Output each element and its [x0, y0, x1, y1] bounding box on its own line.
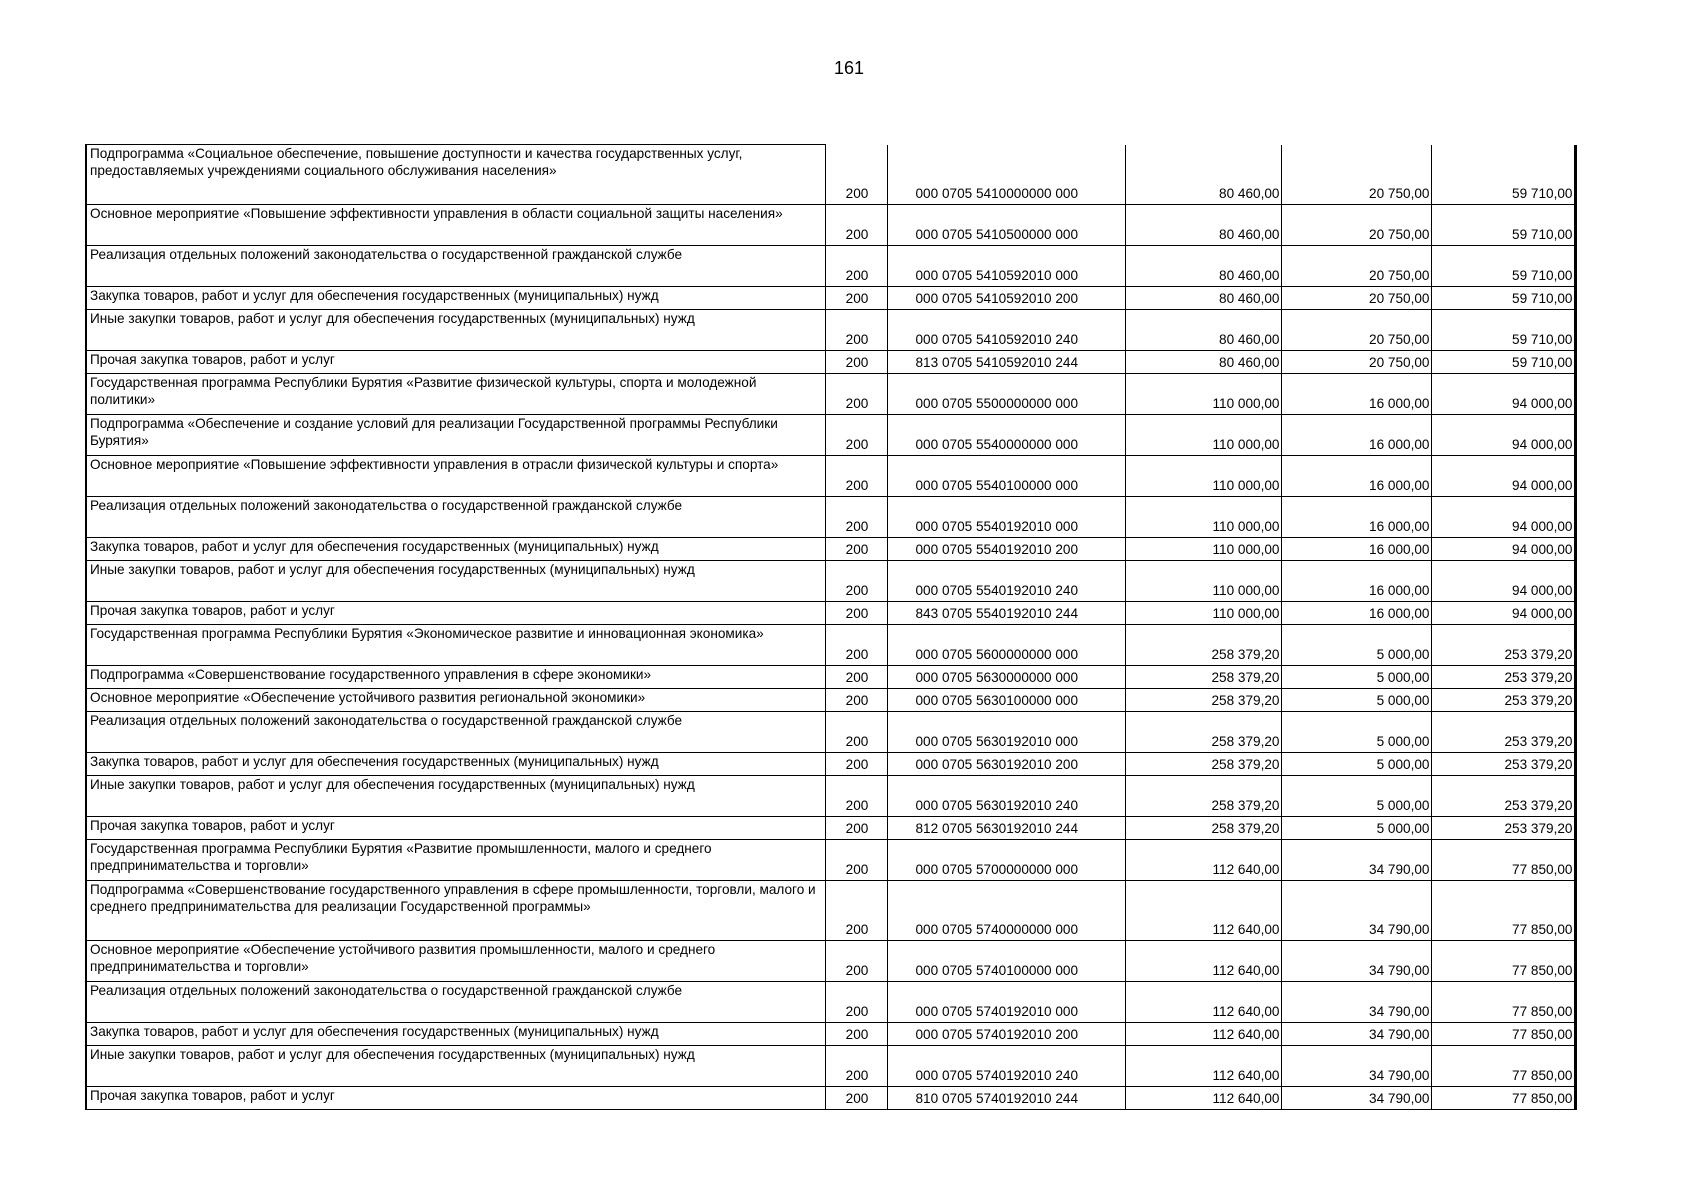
row-amount-1-cell: 80 460,00: [1125, 246, 1281, 287]
row-amount-1-cell: 112 640,00: [1125, 1046, 1281, 1087]
row-code-cell: 200: [825, 666, 887, 689]
row-amount-2-cell: 34 790,00: [1281, 840, 1431, 881]
row-amount-3-cell: 77 850,00: [1431, 840, 1575, 881]
row-code-cell: 200: [825, 776, 887, 817]
row-name-cell: Закупка товаров, работ и услуг для обеспечения государственных (муниципальных) нужд: [86, 287, 825, 310]
table-row: [86, 776, 1575, 817]
row-amount-2-cell: 20 750,00: [1281, 205, 1431, 246]
row-code-cell: 200: [825, 689, 887, 712]
row-code-cell: 200: [825, 1023, 887, 1046]
table-row: [86, 205, 1575, 246]
row-name-cell: Закупка товаров, работ и услуг для обеспечения государственных (муниципальных) нужд: [86, 753, 825, 776]
row-amount-1-cell: 258 379,20: [1125, 712, 1281, 753]
table-row: [86, 145, 1575, 205]
row-kbk-cell: 000 0705 5410592010 200: [887, 287, 1125, 310]
row-name-cell: Государственная программа Республики Бурятия «Развитие физической культуры, спорта и молодежной политики»: [86, 374, 825, 415]
row-amount-1-cell: 80 460,00: [1125, 205, 1281, 246]
row-name-cell: Государственная программа Республики Бурятия «Экономическое развитие и инновационная экономика»: [86, 625, 825, 666]
row-amount-1-cell: 110 000,00: [1125, 415, 1281, 456]
row-kbk-cell: 000 0705 5500000000 000: [887, 374, 1125, 415]
row-kbk-cell: 810 0705 5740192010 244: [887, 1087, 1125, 1110]
row-amount-3-cell: 59 710,00: [1431, 351, 1575, 374]
table-row: [86, 1023, 1575, 1046]
row-kbk-cell: 000 0705 5540192010 240: [887, 561, 1125, 602]
row-amount-2-cell: 34 790,00: [1281, 1087, 1431, 1110]
row-name-cell: Прочая закупка товаров, работ и услуг: [86, 817, 825, 840]
row-amount-1-cell: 112 640,00: [1125, 1023, 1281, 1046]
row-amount-2-cell: 20 750,00: [1281, 351, 1431, 374]
table-row: [86, 415, 1575, 456]
row-amount-2-cell: 20 750,00: [1281, 145, 1431, 205]
row-amount-1-cell: 110 000,00: [1125, 561, 1281, 602]
row-name-cell: Подпрограмма «Совершенствование государственного управления в сфере промышленности, торговли, малого и среднего предпринимательства для реализации Государственной программы»: [86, 881, 825, 941]
row-amount-3-cell: 94 000,00: [1431, 561, 1575, 602]
row-amount-1-cell: 258 379,20: [1125, 817, 1281, 840]
row-code-cell: 200: [825, 310, 887, 351]
row-amount-1-cell: 112 640,00: [1125, 941, 1281, 982]
table-row: [86, 374, 1575, 415]
row-amount-2-cell: 16 000,00: [1281, 374, 1431, 415]
row-name-cell: Основное мероприятие «Повышение эффективности управления в области социальной защиты населения»: [86, 205, 825, 246]
table-row: [86, 881, 1575, 941]
row-amount-3-cell: 253 379,20: [1431, 817, 1575, 840]
row-code-cell: 200: [825, 625, 887, 666]
row-name-cell: Государственная программа Республики Бурятия «Развитие промышленности, малого и среднего предпринимательства и торговли»: [86, 840, 825, 881]
row-name-cell: Основное мероприятие «Обеспечение устойчивого развития региональной экономики»: [86, 689, 825, 712]
row-amount-3-cell: 253 379,20: [1431, 666, 1575, 689]
row-kbk-cell: 843 0705 5540192010 244: [887, 602, 1125, 625]
table-row: [86, 456, 1575, 497]
row-code-cell: 200: [825, 374, 887, 415]
row-code-cell: 200: [825, 205, 887, 246]
row-amount-1-cell: 80 460,00: [1125, 145, 1281, 205]
row-name-cell: Реализация отдельных положений законодательства о государственной гражданской службе: [86, 246, 825, 287]
row-code-cell: 200: [825, 287, 887, 310]
row-amount-3-cell: 253 379,20: [1431, 625, 1575, 666]
table-row: [86, 602, 1575, 625]
budget-table: [85, 144, 1577, 1110]
row-name-cell: Закупка товаров, работ и услуг для обеспечения государственных (муниципальных) нужд: [86, 538, 825, 561]
row-amount-2-cell: 20 750,00: [1281, 310, 1431, 351]
table-row: [86, 561, 1575, 602]
row-kbk-cell: 000 0705 5630192010 000: [887, 712, 1125, 753]
table-row: [86, 753, 1575, 776]
row-amount-2-cell: 16 000,00: [1281, 415, 1431, 456]
row-code-cell: 200: [825, 712, 887, 753]
row-amount-2-cell: 5 000,00: [1281, 666, 1431, 689]
row-amount-1-cell: 258 379,20: [1125, 666, 1281, 689]
row-kbk-cell: 000 0705 5740192010 200: [887, 1023, 1125, 1046]
row-code-cell: 200: [825, 602, 887, 625]
row-code-cell: 200: [825, 351, 887, 374]
row-name-cell: Основное мероприятие «Повышение эффективности управления в отрасли физической культуры и спорта»: [86, 456, 825, 497]
page-number: 161: [833, 58, 865, 78]
row-amount-3-cell: 77 850,00: [1431, 1023, 1575, 1046]
row-amount-1-cell: 112 640,00: [1125, 982, 1281, 1023]
row-amount-2-cell: 16 000,00: [1281, 602, 1431, 625]
row-amount-1-cell: 110 000,00: [1125, 538, 1281, 561]
row-name-cell: Иные закупки товаров, работ и услуг для обеспечения государственных (муниципальных) нужд: [86, 310, 825, 351]
row-amount-3-cell: 94 000,00: [1431, 374, 1575, 415]
row-amount-3-cell: 77 850,00: [1431, 941, 1575, 982]
row-amount-2-cell: 16 000,00: [1281, 538, 1431, 561]
row-amount-3-cell: 94 000,00: [1431, 602, 1575, 625]
row-name-cell: Прочая закупка товаров, работ и услуг: [86, 351, 825, 374]
table-row: [86, 840, 1575, 881]
budget-table-body: [86, 145, 1575, 1110]
row-code-cell: 200: [825, 497, 887, 538]
row-name-cell: Подпрограмма «Совершенствование государственного управления в сфере экономики»: [86, 666, 825, 689]
row-amount-3-cell: 77 850,00: [1431, 982, 1575, 1023]
row-amount-1-cell: 258 379,20: [1125, 776, 1281, 817]
table-row: [86, 538, 1575, 561]
row-amount-3-cell: 59 710,00: [1431, 287, 1575, 310]
row-amount-2-cell: 5 000,00: [1281, 625, 1431, 666]
row-amount-1-cell: 80 460,00: [1125, 351, 1281, 374]
row-amount-3-cell: 59 710,00: [1431, 145, 1575, 205]
row-code-cell: 200: [825, 561, 887, 602]
row-kbk-cell: 000 0705 5540192010 200: [887, 538, 1125, 561]
row-code-cell: 200: [825, 1046, 887, 1087]
row-amount-3-cell: 253 379,20: [1431, 689, 1575, 712]
row-name-cell: Реализация отдельных положений законодательства о государственной гражданской службе: [86, 497, 825, 538]
row-kbk-cell: 000 0705 5740000000 000: [887, 881, 1125, 941]
row-kbk-cell: 000 0705 5540192010 000: [887, 497, 1125, 538]
row-amount-2-cell: 16 000,00: [1281, 497, 1431, 538]
table-row: [86, 666, 1575, 689]
row-amount-2-cell: 34 790,00: [1281, 1046, 1431, 1087]
row-amount-1-cell: 80 460,00: [1125, 287, 1281, 310]
row-name-cell: Реализация отдельных положений законодательства о государственной гражданской службе: [86, 982, 825, 1023]
table-row: [86, 817, 1575, 840]
row-amount-1-cell: 112 640,00: [1125, 881, 1281, 941]
table-row: [86, 351, 1575, 374]
row-amount-3-cell: 94 000,00: [1431, 415, 1575, 456]
row-name-cell: Иные закупки товаров, работ и услуг для обеспечения государственных (муниципальных) нужд: [86, 1046, 825, 1087]
row-kbk-cell: 000 0705 5630000000 000: [887, 666, 1125, 689]
row-kbk-cell: 000 0705 5540100000 000: [887, 456, 1125, 497]
table-row: [86, 982, 1575, 1023]
row-amount-3-cell: 59 710,00: [1431, 246, 1575, 287]
table-row: [86, 1087, 1575, 1110]
table-row: [86, 941, 1575, 982]
row-name-cell: Подпрограмма «Социальное обеспечение, повышение доступности и качества государственных услуг, предоставляемых учреждениями социального обслуживания населения»: [86, 145, 825, 205]
row-amount-2-cell: 5 000,00: [1281, 753, 1431, 776]
row-code-cell: 200: [825, 246, 887, 287]
row-code-cell: 200: [825, 982, 887, 1023]
row-name-cell: Основное мероприятие «Обеспечение устойчивого развития промышленности, малого и среднего предпринимательства и торговли»: [86, 941, 825, 982]
row-amount-1-cell: 80 460,00: [1125, 310, 1281, 351]
row-kbk-cell: 000 0705 5740192010 240: [887, 1046, 1125, 1087]
row-kbk-cell: 000 0705 5700000000 000: [887, 840, 1125, 881]
row-amount-3-cell: 253 379,20: [1431, 776, 1575, 817]
row-name-cell: Подпрограмма «Обеспечение и создание условий для реализации Государственной программы Республики Бурятия»: [86, 415, 825, 456]
row-kbk-cell: 000 0705 5600000000 000: [887, 625, 1125, 666]
row-amount-2-cell: 16 000,00: [1281, 561, 1431, 602]
row-amount-1-cell: 110 000,00: [1125, 374, 1281, 415]
row-code-cell: 200: [825, 941, 887, 982]
row-amount-2-cell: 16 000,00: [1281, 456, 1431, 497]
row-amount-1-cell: 110 000,00: [1125, 602, 1281, 625]
row-kbk-cell: 000 0705 5410500000 000: [887, 205, 1125, 246]
row-amount-3-cell: 59 710,00: [1431, 310, 1575, 351]
row-amount-1-cell: 258 379,20: [1125, 689, 1281, 712]
row-amount-3-cell: 94 000,00: [1431, 497, 1575, 538]
table-row: [86, 712, 1575, 753]
row-amount-3-cell: 94 000,00: [1431, 456, 1575, 497]
row-code-cell: 200: [825, 538, 887, 561]
row-amount-1-cell: 112 640,00: [1125, 1087, 1281, 1110]
table-row: [86, 287, 1575, 310]
row-amount-1-cell: 112 640,00: [1125, 840, 1281, 881]
row-amount-2-cell: 34 790,00: [1281, 982, 1431, 1023]
row-amount-1-cell: 258 379,20: [1125, 625, 1281, 666]
table-row: [86, 246, 1575, 287]
row-name-cell: Иные закупки товаров, работ и услуг для обеспечения государственных (муниципальных) нужд: [86, 776, 825, 817]
row-kbk-cell: 000 0705 5740192010 000: [887, 982, 1125, 1023]
row-code-cell: 200: [825, 145, 887, 205]
row-kbk-cell: 813 0705 5410592010 244: [887, 351, 1125, 374]
row-code-cell: 200: [825, 753, 887, 776]
row-amount-3-cell: 77 850,00: [1431, 1046, 1575, 1087]
row-amount-2-cell: 5 000,00: [1281, 776, 1431, 817]
row-kbk-cell: 812 0705 5630192010 244: [887, 817, 1125, 840]
row-code-cell: 200: [825, 1087, 887, 1110]
row-code-cell: 200: [825, 840, 887, 881]
table-row: [86, 1046, 1575, 1087]
row-amount-2-cell: 34 790,00: [1281, 881, 1431, 941]
row-code-cell: 200: [825, 415, 887, 456]
row-name-cell: Иные закупки товаров, работ и услуг для обеспечения государственных (муниципальных) нужд: [86, 561, 825, 602]
row-amount-3-cell: 253 379,20: [1431, 712, 1575, 753]
row-kbk-cell: 000 0705 5540000000 000: [887, 415, 1125, 456]
table-row: [86, 625, 1575, 666]
row-code-cell: 200: [825, 817, 887, 840]
row-kbk-cell: 000 0705 5630192010 240: [887, 776, 1125, 817]
row-code-cell: 200: [825, 881, 887, 941]
row-name-cell: Прочая закупка товаров, работ и услуг: [86, 602, 825, 625]
row-kbk-cell: 000 0705 5630100000 000: [887, 689, 1125, 712]
row-amount-1-cell: 258 379,20: [1125, 753, 1281, 776]
row-kbk-cell: 000 0705 5740100000 000: [887, 941, 1125, 982]
row-amount-2-cell: 5 000,00: [1281, 712, 1431, 753]
table-row: [86, 310, 1575, 351]
row-amount-2-cell: 34 790,00: [1281, 1023, 1431, 1046]
table-row: [86, 497, 1575, 538]
row-name-cell: Закупка товаров, работ и услуг для обеспечения государственных (муниципальных) нужд: [86, 1023, 825, 1046]
row-amount-2-cell: 5 000,00: [1281, 689, 1431, 712]
row-amount-3-cell: 59 710,00: [1431, 205, 1575, 246]
row-amount-3-cell: 94 000,00: [1431, 538, 1575, 561]
row-kbk-cell: 000 0705 5410000000 000: [887, 145, 1125, 205]
row-kbk-cell: 000 0705 5410592010 000: [887, 246, 1125, 287]
row-kbk-cell: 000 0705 5410592010 240: [887, 310, 1125, 351]
row-amount-1-cell: 110 000,00: [1125, 456, 1281, 497]
row-kbk-cell: 000 0705 5630192010 200: [887, 753, 1125, 776]
row-name-cell: Реализация отдельных положений законодательства о государственной гражданской службе: [86, 712, 825, 753]
row-code-cell: 200: [825, 456, 887, 497]
row-amount-2-cell: 34 790,00: [1281, 941, 1431, 982]
row-amount-3-cell: 253 379,20: [1431, 753, 1575, 776]
row-name-cell: Прочая закупка товаров, работ и услуг: [86, 1087, 825, 1110]
row-amount-2-cell: 5 000,00: [1281, 817, 1431, 840]
row-amount-3-cell: 77 850,00: [1431, 1087, 1575, 1110]
row-amount-3-cell: 77 850,00: [1431, 881, 1575, 941]
row-amount-2-cell: 20 750,00: [1281, 246, 1431, 287]
table-row: [86, 689, 1575, 712]
row-amount-1-cell: 110 000,00: [1125, 497, 1281, 538]
row-amount-2-cell: 20 750,00: [1281, 287, 1431, 310]
